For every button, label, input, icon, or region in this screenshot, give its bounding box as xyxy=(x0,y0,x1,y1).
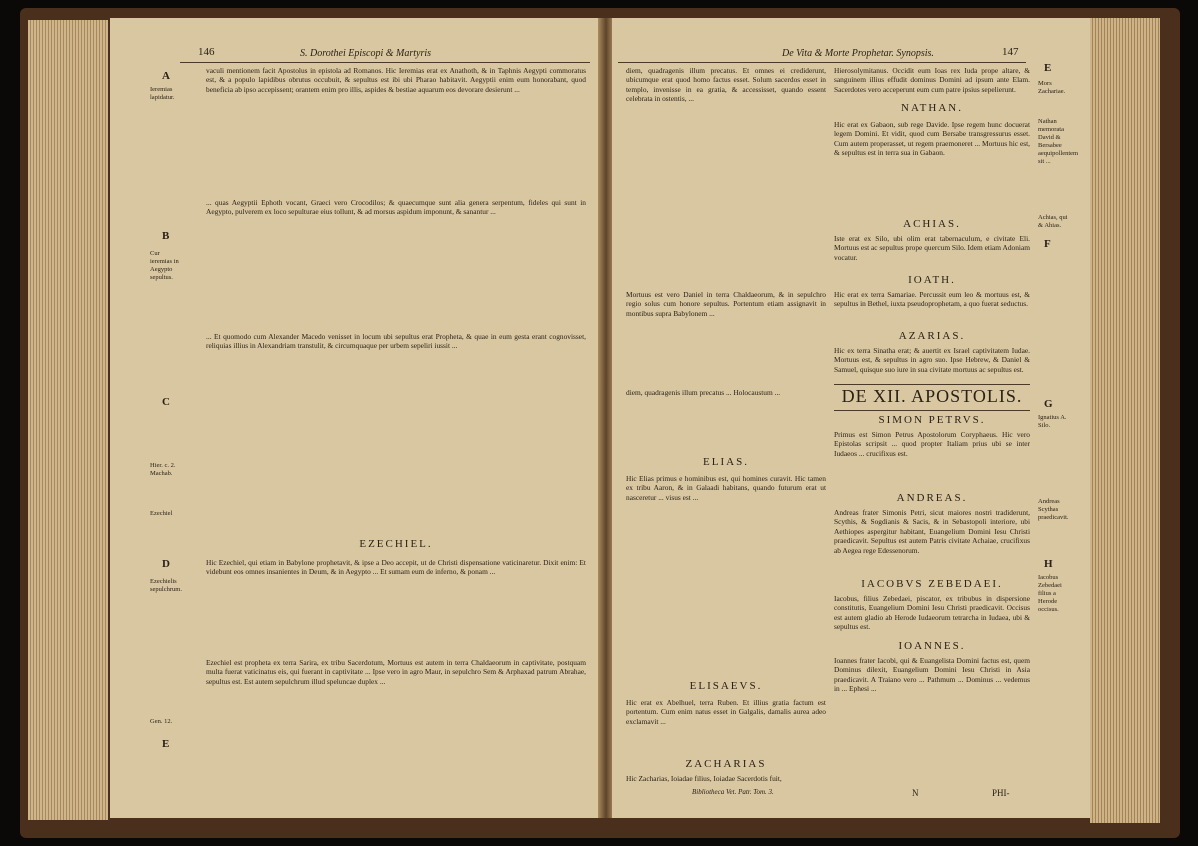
page-edges-left xyxy=(28,20,108,820)
text-block: diem, quadragenis illum precatus ... Holocaustum ... xyxy=(626,388,781,397)
margin-letter: C xyxy=(162,396,170,408)
margin-letter: E xyxy=(162,738,170,750)
apostle-title: IACOBVS ZEBEDAEI. xyxy=(861,578,1003,590)
margin-note: Andreas Scythas praedicavit. xyxy=(1038,498,1069,521)
margin-note: Cur ieremias in Aegypto sepultus. xyxy=(150,250,179,281)
text-block: Ezechiel est propheta ex terra Sarira, ex tribu Sacerdotum, Mortuus est autem in terra Chaldaeorum in captivitate, postquam multa fuerat vaticinatus eis, qui fuerant in captivitate ... Ipse vero in agro Maur, in sepulchro Sem & Arphaxad patrum Abrahae, sepultus est. Est autem sepulchrum illud speluncae duplex ... xyxy=(206,658,586,686)
text-block: Andreas frater Simonis Petri, sicut maiores nostri tradiderunt, Scythis, & Sogdianis & Sacis, & in Sebastopoli interiore, ubi Aethiopes aspergitur habitant, Euangelium Domini Iesu Christi praedicavit. Sepultus est autem Patris civitate Achaiae, crucifixus ab Aegea rege Edessenorum. xyxy=(834,508,1030,555)
margin-note: Nathan memorata David & Bersabee aequipollentem sit ... xyxy=(1038,118,1079,165)
margin-letter: A xyxy=(162,70,170,82)
apostles-heading: DE XII. APOSTOLIS. xyxy=(841,386,1023,406)
catchword: PHI- xyxy=(992,788,1010,798)
margin-letter: F xyxy=(1044,238,1051,250)
margin-note: Iacobus Zebedaei filius a Herode occisus. xyxy=(1038,574,1062,613)
text-block: vaculi mentionem facit Apostolus in epistola ad Romanos. Hic Ieremias erat ex Anathoth, & in Taphnis Aegypti commoratus est, & a populo lapidibus obrutus occubuit, & sepultus est ibi ubi Pharao habitavit. Aegyptii enim eum honorabant, quod beneficia ab ipso accepissent; orantem enim pro illis, aspides & bestiae aquarum eos devorare desierunt ... xyxy=(206,66,586,94)
section-title-ezechiel: EZECHIEL. xyxy=(359,538,433,550)
text-block: Hic ex terra Sinatha erat; & auertit ex Israel captivitatem Iudae. Mortuus est, & sepultus in agro suo. Ipse Hebrew, & Daniel & Samuel, quisque suo iure in sua civitate mortuus ac sepultus est. xyxy=(834,346,1030,374)
margin-letter: D xyxy=(162,558,170,570)
text-block: Hic erat ex terra Samariae. Percussit eum leo & mortuus est, & sepultus in Bethel, iuxta pseudoprophetam, a quo fuerat seductus. xyxy=(834,290,1030,309)
text-block: Primus est Simon Petrus Apostolorum Coryphaeus. Hic vero Epistolas scripsit ... quod propter Italiam prius ubi se inter Iudaeos ... crucifixus est. xyxy=(834,430,1030,458)
text-block: Hic Ezechiel, qui etiam in Babylone prophetavit, & ipse a Deo accepit, ut de Christi dispensatione vaticinaretur. Dixit enim: Et videbunt eos omnes insanientes in Deum, & in Aegypto ... Et sumam eum de inferno, & ponam ... xyxy=(206,558,586,577)
page-edges-right xyxy=(1090,18,1160,823)
section-title-elias: ELIAS. xyxy=(703,456,749,468)
text-block: ... Et quomodo cum Alexander Macedo venisset in locum ubi sepultus erat Propheta, & quae in eum gesta erant cognovisset, reliquias illius in Alexandriam transtulit, & circumquaque per urbem sepeliri iussit ... xyxy=(206,332,586,351)
rule xyxy=(834,384,1030,385)
footer-note: Bibliotheca Vet. Patr. Tom. 3. xyxy=(692,788,774,796)
text-block: Iacobus, filius Zebedaei, piscator, ex tribubus in dispersione constitutis, Euangelium Domini Iesu Christi praedicavit. Occisus est autem gladio ab Herode Iudaeorum tetrarcha in Iudaea, ubi & sepultus est. xyxy=(834,594,1030,632)
rule xyxy=(834,410,1030,411)
text-block: diem, quadragenis illum precatus. Et omnes ei crediderunt, ubicumque erat quod homo factus esset. Solum sacerdos esset in templo, invenisse in ea gratia, & accessisset, quando essent celebrata in ostentis, ... xyxy=(626,66,826,104)
left-page xyxy=(110,18,600,818)
margin-note: Ignatius A. Silo. xyxy=(1038,414,1067,429)
signature-mark: N xyxy=(912,788,919,798)
head-rule xyxy=(180,62,590,63)
margin-note: Mors Zachariae. xyxy=(1038,80,1066,95)
section-title: NATHAN. xyxy=(901,102,963,114)
margin-note: Achias, qui & Ahias. xyxy=(1038,214,1068,229)
margin-note: Hier. c. 2. Machab. xyxy=(150,462,176,477)
margin-letter: H xyxy=(1044,558,1053,570)
text-block: Iste erat ex Silo, ubi olim erat tabernaculum, e civitate Eli. Mortuus est ac sepultus prope quercum Silo. Idem etiam Adoniam vocatur. xyxy=(834,234,1030,262)
text-block: Mortuus est vero Daniel in terra Chaldaeorum, & in sepulchro regio solus cum honore sepultus. Portentum etiam assignavit in montibus supra Babylonem ... xyxy=(626,290,826,318)
section-title-zacharias: ZACHARIAS xyxy=(685,758,767,770)
running-head-right: De Vita & Morte Prophetar. Synopsis. xyxy=(782,48,934,59)
margin-note: Ezechiel xyxy=(150,510,173,517)
text-block: Hic Elias primus e hominibus est, qui homines curavit. Hic tamen ex tribu Aaron, & in Galaadi habitans, quando futurum erat ut nasceretur ... visus est ... xyxy=(626,474,826,502)
apostle-title: IOANNES. xyxy=(898,640,966,652)
right-page xyxy=(612,18,1090,818)
margin-note: Ezechielis sepulchrum. xyxy=(150,578,182,593)
text-block: Hierosolymitanus. Occidit eum Ioas rex Iuda prope altare, & sanguinem illius effudit dominus Domini ad ipsum ante Elam. Sacerdotes vero acceperunt eum cum patre ipsius sepelierunt. xyxy=(834,66,1030,94)
apostle-title: SIMON PETRVS. xyxy=(878,414,986,426)
text-block: ... quas Aegyptii Ephoth vocant, Graeci vero Crocodilos; & quaecumque sunt alia genera serpentum, fideles qui sunt in Aegypto, pulverem ex loco sepulturae eius tollunt, & ad morsus aspidum imponunt, & sanantur ... xyxy=(206,198,586,217)
text-block: Hic Zacharias, Ioiadae filius, Ioiadae Sacerdotis fuit, xyxy=(626,774,782,783)
text-block: Ioannes frater Iacobi, qui & Euangelista Domini factus est, quem Dominus dilexit, Euangelium Domini Iesu Christi in Asia praedicavit. A Traiano vero ... Pathmum ... Dominus ... vedemus in ... Ephesi ... xyxy=(834,656,1030,694)
apostle-title: ANDREAS. xyxy=(896,492,968,504)
margin-note: Gen. 12. xyxy=(150,718,173,725)
margin-letter: G xyxy=(1044,398,1053,410)
margin-letter: B xyxy=(162,230,170,242)
section-title-eliseus: ELISAEVS. xyxy=(689,680,763,692)
text-block: Hic erat ex Abelhuel, terra Ruben. Et illius gratia factum est portentum. Cum enim natus esset in Galgalis, damalis aurea adeo exclamavit ... xyxy=(626,698,826,726)
head-rule xyxy=(618,62,1026,63)
section-title: IOATH. xyxy=(908,274,956,286)
running-head-left: S. Dorothei Episcopi & Martyris xyxy=(300,48,432,59)
section-title: ACHIAS. xyxy=(903,218,961,230)
folio-left: 146 xyxy=(198,46,215,58)
text-block: Hic erat ex Gabaon, sub rege Davide. Ipse regem hunc docuerat legem Domini. Et vidit, quod cum Bersabe transgressurus esset. Cum autem properasset, ut regem praemoneret ... Mortuus hic est, & sepultus est in terra sua in Gabaon. xyxy=(834,120,1030,158)
margin-note: Ieremias lapidatur. xyxy=(150,86,175,101)
margin-letter: E xyxy=(1044,62,1052,74)
folio-right: 147 xyxy=(1002,46,1019,58)
section-title: AZARIAS. xyxy=(898,330,966,342)
